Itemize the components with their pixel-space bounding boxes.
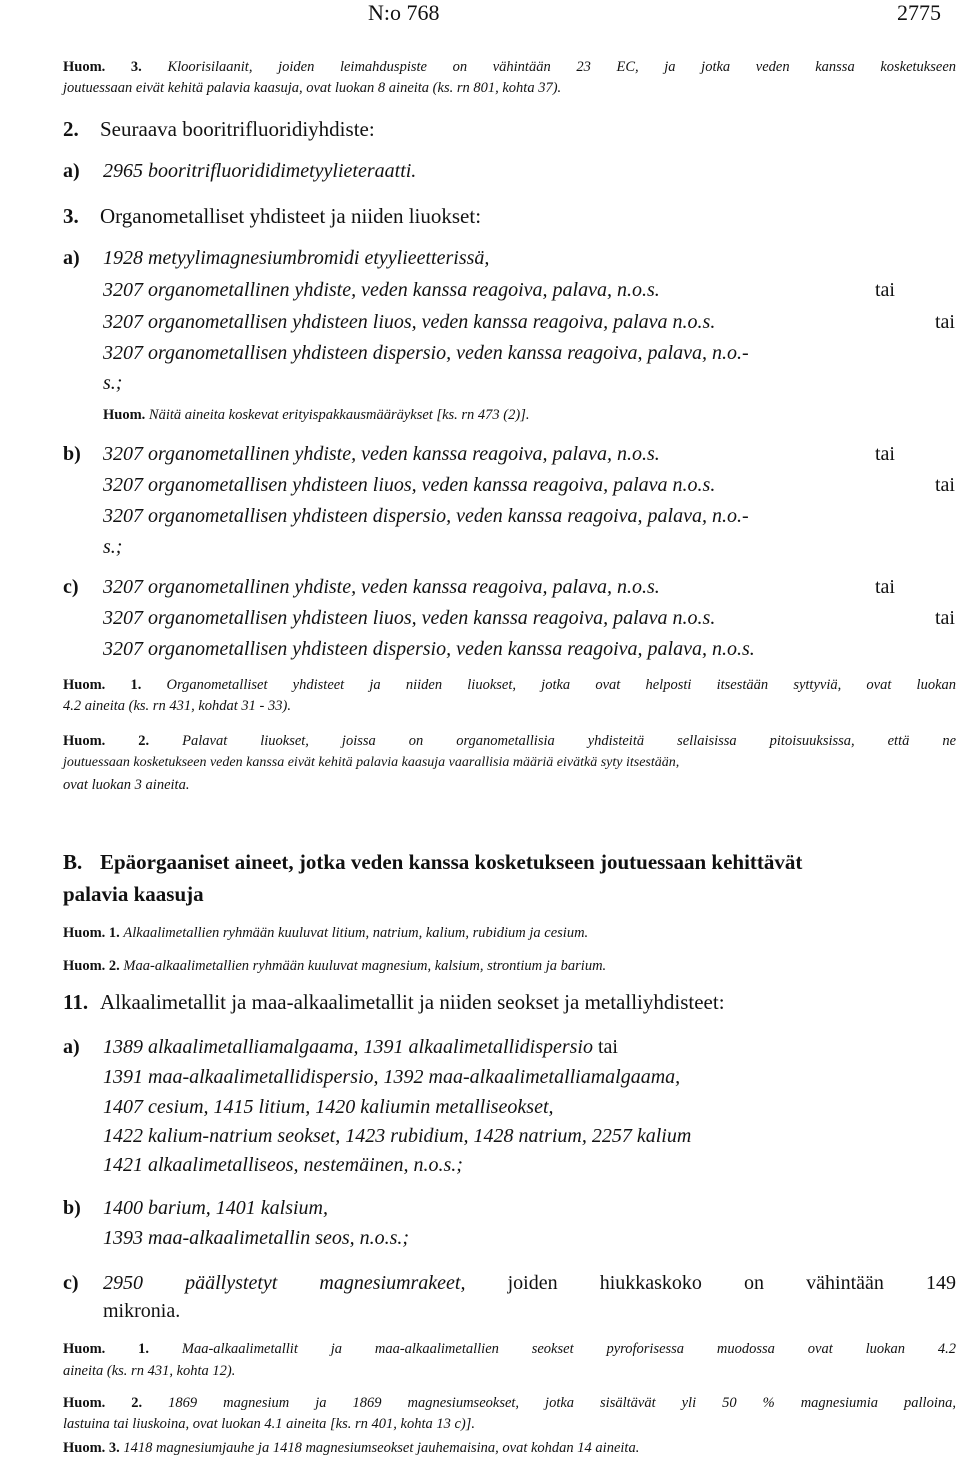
item3-note2-text: Palavat liuokset, joissa on organometallisia yhdisteitä sellaisissa pitoisuuksissa, että ne [182, 733, 957, 749]
page-number: 2775 [897, 0, 941, 25]
page-header-title: N:o 768 [368, 0, 440, 25]
item3-note2-line2: joutuessaan kosketukseen veden kanssa eivät kehitä palavia kaasuja vaarallisia määriä eivätkä syty itsestään, [63, 755, 680, 770]
top-note-line2: joutuessaan eivät kehitä palavia kaasuja, ovat luokan 8 aineita (ks. rn 801, kohta 37). [63, 80, 562, 96]
item2-a-text: 2965 booritrifluorididimetyylieteraatti. [103, 160, 417, 182]
item11-b-line2: 1393 maa-alkaalimetallin seos, n.o.s.; [103, 1227, 410, 1249]
item3-a-line5: s.; [103, 372, 123, 394]
item2-title: Seuraava booritrifluoridiyhdiste: [100, 117, 375, 141]
item11-b-line1: 1400 barium, 1401 kalsium, [103, 1197, 328, 1219]
section-b-title-line1: Epäorgaaniset aineet, jotka veden kanssa kosketukseen joutuessaan kehittävät [100, 850, 803, 874]
item3-c-tai-2: tai [935, 607, 955, 629]
item3-a-note [103, 408, 529, 423]
item11-note1-label: Huom. 1. [63, 1341, 150, 1357]
item11-b-label: b) [63, 1197, 81, 1219]
item3-note1-line2: 4.2 aineita (ks. rn 431, kohdat 31 - 33). [63, 698, 291, 714]
item3-a-line4: 3207 organometallisen yhdisteen dispersio, veden kanssa reagoiva, palava, n.o.- [103, 342, 749, 364]
item11-number: 11. [63, 990, 89, 1014]
item11-c-label: c) [63, 1272, 79, 1294]
item3-a-note-label: Huom. [103, 407, 146, 423]
section-b-note2 [63, 959, 606, 974]
item3-a-line2: 3207 organometallinen yhdiste, veden kanssa reagoiva, palava, n.o.s. [103, 279, 660, 301]
item3-note2-label: Huom. 2. [63, 733, 150, 749]
item3-a-note-text: Näitä aineita koskevat erityispakkausmääräykset [ks. rn 473 (2)]. [148, 407, 530, 423]
item11-note3-label: Huom. 3. [63, 1440, 120, 1456]
item3-b-line3: 3207 organometallisen yhdisteen dispersio, veden kanssa reagoiva, palava, n.o.- [103, 505, 749, 527]
item2-a-label: a) [63, 160, 80, 182]
section-b-note2-label: Huom. 2. [63, 958, 120, 974]
item11-c-rest: joiden hiukkaskoko on vähintään 149 [507, 1272, 956, 1294]
item3-c-label: c) [63, 576, 79, 598]
item3-note2-line3: ovat luokan 3 aineita. [63, 777, 190, 793]
item3-a-tai-1: tai [875, 279, 895, 301]
item11-c-line1 [103, 1273, 956, 1293]
item11-a-line1-wrap [103, 1037, 618, 1057]
item11-c-italic: 2950 päällystetyt magnesiumrakeet, [103, 1272, 466, 1294]
item11-note2-line2: lastuina tai liuskoina, ovat luokan 4.1 aineita [ks. rn 401, kohta 13 c)]. [63, 1416, 476, 1432]
item11-note3-text: 1418 magnesiumjauhe ja 1418 magnesiumseokset jauhemaisina, ovat kohdan 14 aineita. [123, 1440, 640, 1456]
top-note-line1 [63, 60, 956, 75]
item11-title: Alkaalimetallit ja maa-alkaalimetallit ja niiden seokset ja metalliyhdisteet: [100, 990, 725, 1014]
item11-a-line3: 1407 cesium, 1415 litium, 1420 kaliumin metalliseokset, [103, 1096, 554, 1118]
item3-number: 3. [63, 204, 79, 228]
item3-b-label: b) [63, 443, 81, 465]
item3-a-line3: 3207 organometallisen yhdisteen liuos, veden kanssa reagoiva, palava n.o.s. [103, 311, 716, 333]
section-b-letter: B. [63, 850, 83, 874]
item11-note1-line2: aineita (ks. rn 431, kohta 12). [63, 1363, 236, 1379]
item3-note1-text: Organometalliset yhdisteet ja niiden liuokset, jotka ovat helposti itsestään syttyviä, ovat luokan [166, 677, 957, 693]
item11-note1-text: Maa-alkaalimetallit ja maa-alkaalimetallien seokset pyroforisessa muodossa ovat luokan 4.2 [181, 1341, 957, 1357]
section-b-note2-text: Maa-alkaalimetallien ryhmään kuuluvat magnesium, kalsium, strontium ja barium. [123, 958, 607, 974]
item11-a-line2: 1391 maa-alkaalimetallidispersio, 1392 maa-alkaalimetalliamalgaama, [103, 1066, 681, 1088]
section-b-title-line2: palavia kaasuja [63, 882, 204, 906]
item3-b-tai-2: tai [935, 474, 955, 496]
item11-note2-text: 1869 magnesium ja 1869 magnesiumseokset, jotka sisältävät yli 50 % magnesiumia palloina, [168, 1395, 956, 1411]
item11-note2-label: Huom. 2. [63, 1395, 143, 1411]
item11-a-line1: 1389 alkaalimetalliamalgaama, 1391 alkaalimetallidispersio [103, 1036, 593, 1058]
item3-a-line1: 1928 metyylimagnesiumbromidi etyylieetterissä, [103, 247, 490, 269]
item3-c-line1: 3207 organometallinen yhdiste, veden kanssa reagoiva, palava, n.o.s. [103, 576, 660, 598]
section-b-note1 [63, 926, 588, 941]
item3-a-tai-2: tai [935, 311, 955, 333]
section-b-title-line1-wrap [63, 852, 956, 873]
item11-note3 [63, 1441, 639, 1456]
item2-number: 2. [63, 117, 79, 141]
item3-note1-line1 [63, 678, 956, 693]
item11-note2-line1 [63, 1396, 956, 1411]
item3-note1-label: Huom. 1. [63, 677, 142, 693]
item11-a-tai: tai [597, 1036, 618, 1058]
top-note-text: Kloorisilaanit, joiden leimahduspiste on vähintään 23 EC, ja jotka veden kanssa kosketukseen [167, 59, 957, 75]
item11-a-label: a) [63, 1036, 80, 1058]
section-b-note1-label: Huom. 1. [63, 925, 120, 941]
item11-note1-line1 [63, 1342, 956, 1357]
section-b-note1-text: Alkaalimetallien ryhmään kuuluvat litium, natrium, kalium, rubidium ja cesium. [123, 925, 589, 941]
item3-b-line1: 3207 organometallinen yhdiste, veden kanssa reagoiva, palava, n.o.s. [103, 443, 660, 465]
item11-a-line4: 1422 kalium-natrium seokset, 1423 rubidium, 1428 natrium, 2257 kalium [103, 1125, 692, 1147]
item3-note2-line1 [63, 734, 956, 749]
item3-a-label: a) [63, 247, 80, 269]
item3-c-tai-1: tai [875, 576, 895, 598]
item3-title: Organometalliset yhdisteet ja niiden liuokset: [100, 204, 482, 228]
top-note-label: Huom. 3. [63, 59, 142, 75]
item3-b-line4: s.; [103, 536, 123, 558]
item3-c-line2: 3207 organometallisen yhdisteen liuos, veden kanssa reagoiva, palava n.o.s. [103, 607, 716, 629]
item3-c-line3: 3207 organometallisen yhdisteen dispersio, veden kanssa reagoiva, palava, n.o.s. [103, 638, 755, 660]
item3-b-tai-1: tai [875, 443, 895, 465]
item3-b-line2: 3207 organometallisen yhdisteen liuos, veden kanssa reagoiva, palava n.o.s. [103, 474, 716, 496]
item11-c-line2: mikronia. [103, 1300, 181, 1322]
item11-a-line5: 1421 alkaalimetalliseos, nestemäinen, n.o.s.; [103, 1154, 463, 1176]
